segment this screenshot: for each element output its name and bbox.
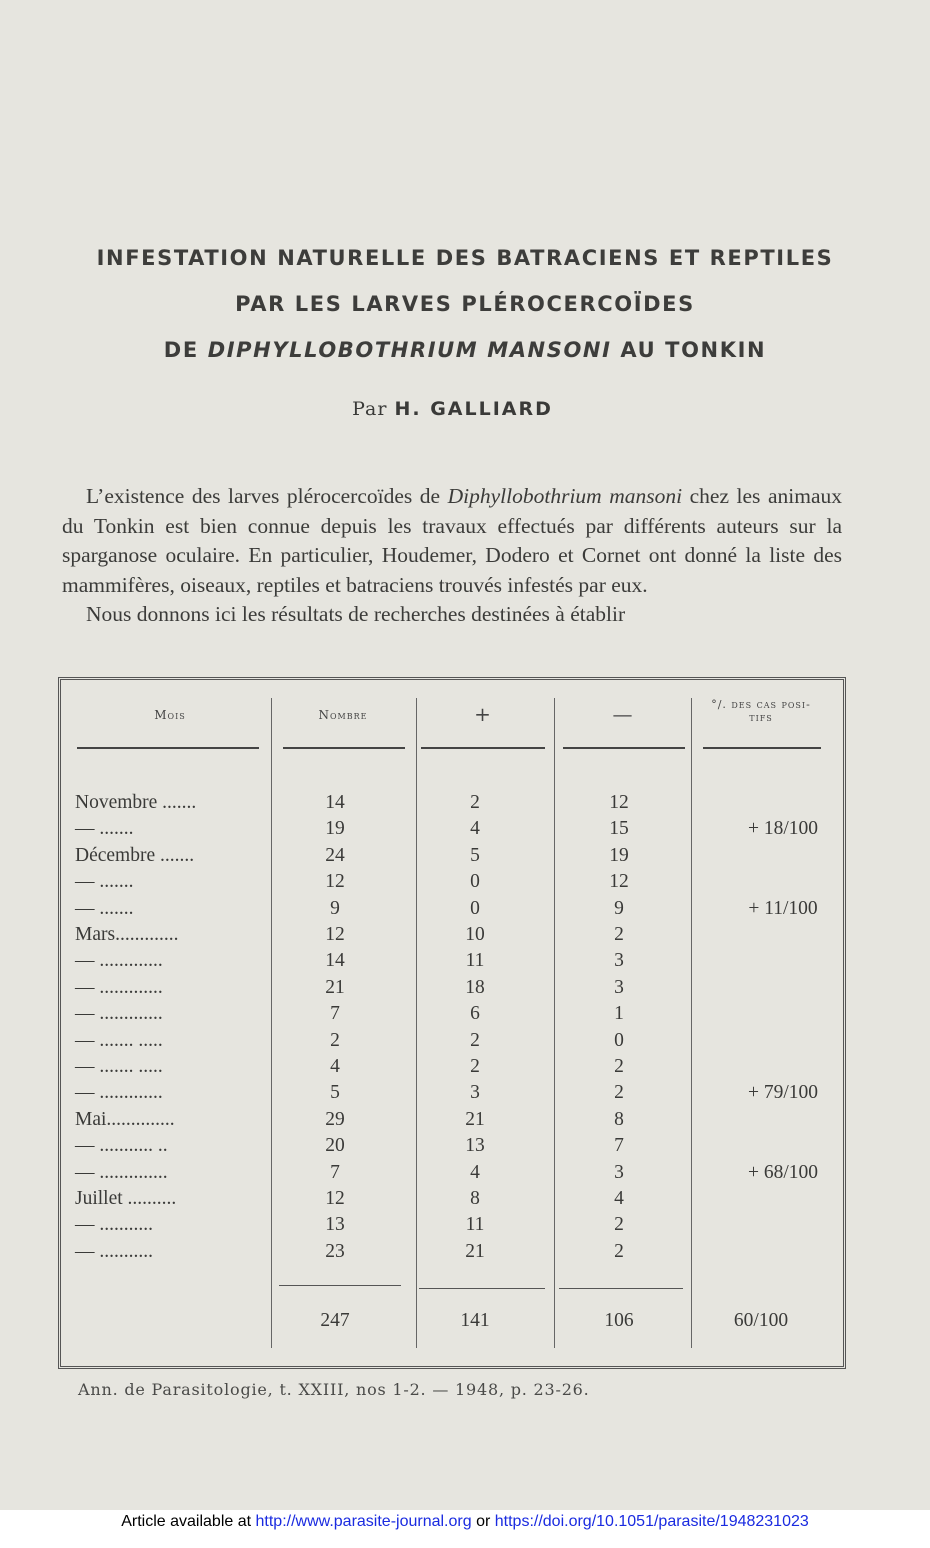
table-row [61,1003,843,1029]
cell-plus: 18 [465,976,485,998]
results-table [58,677,846,1369]
cell-month: Juillet .......... [75,1188,177,1209]
article-title-line-2: PAR LES LARVES PLÉROCERCOÏDES [235,292,695,316]
cell-month: — ............. [75,950,163,972]
table-row [61,818,843,844]
header-rule [563,747,685,749]
table-row [61,1162,843,1188]
cell-month: — ............. [75,976,163,998]
title-suffix: AU TONKIN [620,338,767,362]
cell-percent: + 79/100 [747,1082,819,1104]
header-percent [697,698,825,724]
cell-nombre: 19 [325,818,345,840]
cell-nombre: 13 [325,1214,345,1236]
cell-month: — ....... ..... [75,1056,163,1077]
cell-minus: 4 [614,1188,624,1209]
header-percent-line-2: tifs [749,711,773,724]
cell-plus: 3 [470,1082,480,1104]
article-title-line-1: INFESTATION NATURELLE DES BATRACIENS ET REPTILES [96,246,834,270]
cell-plus: 11 [465,950,485,972]
cell-nombre: 5 [330,1082,340,1104]
cell-plus: 2 [470,1056,480,1077]
cell-month: — ............. [75,1082,163,1104]
table-row [61,1082,843,1108]
body-text [62,482,842,630]
availability-prefix: Article available at [121,1513,256,1530]
cell-minus: 1 [614,1003,624,1025]
availability-middle: or [471,1513,495,1530]
cell-minus: 8 [614,1108,624,1130]
cell-nombre: 29 [325,1108,345,1130]
cell-minus: 2 [614,1082,624,1104]
cell-month: Mars............. [75,924,179,945]
paragraph-1-start: L’existence des larves plérocercoïdes de [86,484,448,508]
cell-nombre: 21 [325,976,345,998]
cell-percent: + 68/100 [747,1161,819,1183]
cell-month: Mai.............. [75,1108,175,1130]
cell-percent: + 18/100 [747,818,819,840]
author-prefix: Par [352,398,388,420]
cell-plus: 6 [470,1003,480,1025]
cell-month: — ............. [75,1003,163,1025]
cell-minus: 9 [614,897,624,919]
cell-plus: 11 [465,1214,485,1236]
cell-month: Novembre ....... [75,792,197,813]
cell-minus: 2 [614,1240,624,1262]
table-row [61,898,843,924]
cell-month: — ....... [75,818,134,840]
table-row [61,977,843,1003]
header-nombre: Nombre [318,708,368,722]
table-row [61,1214,843,1240]
header-rule [421,747,545,749]
total-nombre: 247 [320,1310,350,1331]
cell-minus: 12 [609,792,629,813]
cell-minus: 15 [609,818,629,840]
cell-minus: 19 [609,844,629,866]
journal-link[interactable]: http://www.parasite-journal.org [255,1513,472,1530]
cell-plus: 2 [470,792,480,813]
header-rule [703,747,821,749]
table-row [61,924,843,950]
cell-plus: 10 [465,924,485,945]
cell-nombre: 14 [325,792,345,813]
cell-plus: 8 [470,1188,480,1209]
total-percent: 60/100 [733,1310,789,1331]
cell-month: Décembre ....... [75,844,195,866]
cell-minus: 0 [614,1029,624,1051]
cell-month: — ........... [75,1214,153,1236]
title-species: DIPHYLLOBOTHRIUM MANSONI [207,338,612,362]
cell-nombre: 14 [325,950,345,972]
cell-plus: 4 [470,818,480,840]
table-row [61,845,843,871]
cell-plus: 0 [470,871,480,893]
cell-minus: 12 [609,871,629,893]
cell-nombre: 7 [330,1161,340,1183]
author-line [0,398,905,420]
journal-citation: Ann. de Parasitologie, t. XXIII, nos 1-2. — 1948, p. 23-26. [78,1380,590,1399]
cell-nombre: 4 [330,1056,340,1077]
cell-nombre: 12 [325,871,345,893]
header-mois: Mois [154,708,186,722]
table-row [61,1030,843,1056]
article-title-line-3 [0,338,930,362]
table-row [61,871,843,897]
cell-percent: + 11/100 [748,897,818,919]
cell-minus: 3 [614,950,624,972]
sum-rule [279,1285,401,1286]
table-row [61,950,843,976]
cell-nombre: 2 [330,1029,340,1051]
cell-minus: 2 [614,1214,624,1236]
cell-nombre: 23 [325,1240,345,1262]
cell-month: — ........... [75,1240,153,1262]
paragraph-2: Nous donnons ici les résultats de recherches destinées à établir [86,602,626,626]
cell-plus: 2 [470,1029,480,1051]
cell-nombre: 12 [325,1188,345,1209]
cell-nombre: 12 [325,924,345,945]
cell-month: — .............. [75,1161,168,1183]
species-name: Diphyllobothrium mansoni [447,484,683,508]
doi-link[interactable]: https://doi.org/10.1051/parasite/1948231023 [494,1513,809,1530]
cell-nombre: 24 [325,844,345,866]
table-row [61,1188,843,1214]
header-percent-line-1: °/. des cas posi- [711,698,811,711]
cell-minus: 2 [614,1056,624,1077]
cell-plus: 0 [470,897,480,919]
availability-banner [0,1510,930,1548]
cell-plus: 5 [470,844,480,866]
cell-plus: 4 [470,1161,480,1183]
table-row [61,792,843,818]
cell-plus: 13 [465,1135,485,1157]
cell-plus: 21 [465,1240,485,1262]
table-row [61,1135,843,1161]
table-row [61,1109,843,1135]
cell-plus: 21 [465,1108,485,1130]
cell-minus: 3 [614,976,624,998]
header-plus: + [474,702,492,726]
table-row [61,1241,843,1267]
title-prefix: DE [163,338,199,362]
header-rule [77,747,259,749]
cell-minus: 3 [614,1161,624,1183]
cell-month: — ....... ..... [75,1029,163,1051]
table-row [61,1056,843,1082]
author-name: H. GALLIARD [394,398,553,420]
header-rule [283,747,405,749]
total-minus: 106 [604,1310,634,1331]
cell-month: — ....... [75,897,134,919]
paragraph-1-rest: chez les animaux du Tonkin est bien connue depuis les travaux effectués par différents auteurs sur la sparganose oculaire. En particulier, Houdemer, Dodero et Cornet ont donné la liste des mammifères, oiseaux, reptiles et batraciens trouvés infestés par eux. [62,484,842,597]
totals-row [61,1310,843,1336]
sum-rule [559,1288,683,1289]
cell-nombre: 9 [330,897,340,919]
cell-month: — ........... .. [75,1135,168,1157]
cell-minus: 7 [614,1135,624,1157]
cell-nombre: 20 [325,1135,345,1157]
total-plus: 141 [460,1310,490,1331]
sum-rule [419,1288,545,1289]
cell-nombre: 7 [330,1003,340,1025]
cell-month: — ....... [75,871,134,893]
header-minus: — [612,702,634,726]
cell-minus: 2 [614,924,624,945]
paragraph-1 [62,482,842,600]
